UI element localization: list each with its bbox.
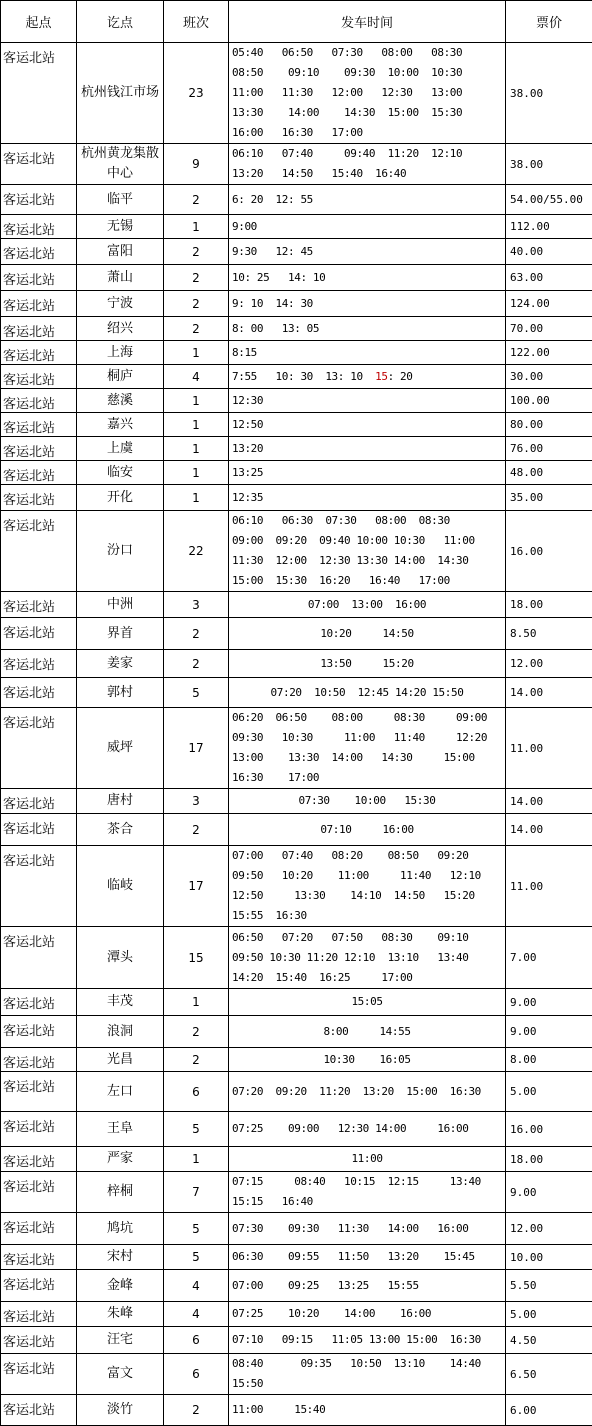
destination-cell: 临岐 — [77, 846, 164, 927]
table-row — [1, 291, 592, 317]
times-cell: 07:30 10:00 15:30 — [229, 789, 506, 814]
table-row — [1, 927, 592, 989]
price-cell: 11.00 — [506, 846, 592, 927]
times-cell: 10:20 14:50 — [229, 618, 506, 650]
times-cell: 06:50 07:20 07:50 08:30 09:10 09:50 10:30 11:20 12:10 13:10 13:40 14:20 15:40 16:25 17:00 — [229, 927, 506, 989]
table-row — [1, 215, 592, 239]
origin-cell: 客运北站 — [1, 1147, 77, 1172]
count-cell: 2 — [164, 1395, 229, 1426]
count-cell: 15 — [164, 927, 229, 989]
price-cell: 100.00 — [506, 389, 592, 413]
origin-cell: 客运北站 — [1, 389, 77, 413]
times-cell: 07:30 09:30 11:30 14:00 16:00 — [229, 1213, 506, 1245]
times-cell: 06:20 06:50 08:00 08:30 09:00 09:30 10:30 11:00 11:40 12:20 13:00 13:30 14:00 14:30 15:00 16:30 17:00 — [229, 708, 506, 789]
col-header-times: 发车时间 — [229, 1, 506, 43]
count-cell: 23 — [164, 43, 229, 144]
price-cell: 54.00/55.00 — [506, 185, 592, 215]
destination-cell: 上海 — [77, 341, 164, 365]
count-cell: 2 — [164, 185, 229, 215]
times-cell: 07:00 13:00 16:00 — [229, 592, 506, 618]
price-cell: 30.00 — [506, 365, 592, 389]
origin-cell: 客运北站 — [1, 239, 77, 265]
table-row — [1, 317, 592, 341]
price-cell: 12.00 — [506, 1213, 592, 1245]
origin-cell: 客运北站 — [1, 1172, 77, 1213]
price-cell: 122.00 — [506, 341, 592, 365]
times-cell: 08:40 09:35 10:50 13:10 14:40 15:50 — [229, 1354, 506, 1395]
destination-cell: 王阜 — [77, 1112, 164, 1147]
times-cell: 13:20 — [229, 437, 506, 461]
price-cell: 40.00 — [506, 239, 592, 265]
col-header-price: 票价 — [506, 1, 592, 43]
times-cell: 07:00 07:40 08:20 08:50 09:20 09:50 10:20 11:00 11:40 12:10 12:50 13:30 14:10 14:50 15:20 15:55 16:30 — [229, 846, 506, 927]
destination-cell: 郭村 — [77, 678, 164, 708]
price-cell: 14.00 — [506, 789, 592, 814]
times-cell: 10:30 16:05 — [229, 1048, 506, 1072]
table-row — [1, 618, 592, 650]
price-cell: 16.00 — [506, 511, 592, 592]
origin-cell: 客运北站 — [1, 927, 77, 989]
origin-cell: 客运北站 — [1, 511, 77, 592]
count-cell: 3 — [164, 789, 229, 814]
destination-cell: 杭州钱江市场 — [77, 43, 164, 144]
price-cell: 8.00 — [506, 1048, 592, 1072]
times-cell: 06:10 06:30 07:30 08:00 08:30 09:00 09:20 09:40 10:00 10:30 11:00 11:30 12:00 12:30 13:30 14:00 14:30 15:00 15:30 16:20 16:40 17:00 — [229, 511, 506, 592]
times-cell: 13:25 — [229, 461, 506, 485]
count-cell: 5 — [164, 1213, 229, 1245]
price-cell: 16.00 — [506, 1112, 592, 1147]
destination-cell: 朱峰 — [77, 1302, 164, 1327]
origin-cell: 客运北站 — [1, 1270, 77, 1302]
times-cell: 12:30 — [229, 389, 506, 413]
count-cell: 22 — [164, 511, 229, 592]
schedule-body — [1, 43, 592, 1426]
origin-cell: 客运北站 — [1, 437, 77, 461]
count-cell: 5 — [164, 1112, 229, 1147]
destination-cell: 慈溪 — [77, 389, 164, 413]
origin-cell: 客运北站 — [1, 1302, 77, 1327]
origin-cell: 客运北站 — [1, 1395, 77, 1426]
price-cell: 14.00 — [506, 814, 592, 846]
price-cell: 4.50 — [506, 1327, 592, 1354]
count-cell: 2 — [164, 239, 229, 265]
count-cell: 2 — [164, 265, 229, 291]
count-cell: 2 — [164, 618, 229, 650]
table-row — [1, 265, 592, 291]
table-row — [1, 846, 592, 927]
destination-cell: 姜家 — [77, 650, 164, 678]
count-cell: 1 — [164, 215, 229, 239]
price-cell: 63.00 — [506, 265, 592, 291]
origin-cell: 客运北站 — [1, 365, 77, 389]
count-cell: 4 — [164, 365, 229, 389]
destination-cell: 桐庐 — [77, 365, 164, 389]
times-cell: 10: 25 14: 10 — [229, 265, 506, 291]
table-row — [1, 511, 592, 592]
origin-cell: 客运北站 — [1, 413, 77, 437]
destination-cell: 宁波 — [77, 291, 164, 317]
table-row — [1, 239, 592, 265]
destination-cell: 茶合 — [77, 814, 164, 846]
table-row — [1, 1172, 592, 1213]
count-cell: 2 — [164, 317, 229, 341]
destination-cell: 淡竹 — [77, 1395, 164, 1426]
times-cell: 9:30 12: 45 — [229, 239, 506, 265]
times-cell: 9:00 — [229, 215, 506, 239]
origin-cell: 客运北站 — [1, 618, 77, 650]
origin-cell: 客运北站 — [1, 989, 77, 1016]
times-cell: 07:25 09:00 12:30 14:00 16:00 — [229, 1112, 506, 1147]
origin-cell: 客运北站 — [1, 43, 77, 144]
table-row — [1, 789, 592, 814]
times-cell: 07:10 09:15 11:05 13:00 15:00 16:30 — [229, 1327, 506, 1354]
origin-cell: 客运北站 — [1, 1327, 77, 1354]
origin-cell: 客运北站 — [1, 461, 77, 485]
table-row — [1, 1112, 592, 1147]
price-cell: 11.00 — [506, 708, 592, 789]
count-cell: 2 — [164, 650, 229, 678]
times-cell: 8:15 — [229, 341, 506, 365]
price-cell: 6.00 — [506, 1395, 592, 1426]
price-cell: 14.00 — [506, 678, 592, 708]
destination-cell: 汾口 — [77, 511, 164, 592]
destination-cell: 临安 — [77, 461, 164, 485]
times-cell: 13:50 15:20 — [229, 650, 506, 678]
count-cell: 1 — [164, 341, 229, 365]
origin-cell: 客运北站 — [1, 1048, 77, 1072]
origin-cell: 客运北站 — [1, 678, 77, 708]
count-cell: 9 — [164, 144, 229, 185]
origin-cell: 客运北站 — [1, 650, 77, 678]
origin-cell: 客运北站 — [1, 1245, 77, 1270]
table-row — [1, 814, 592, 846]
col-header-destination: 讫点 — [77, 1, 164, 43]
price-cell: 6.50 — [506, 1354, 592, 1395]
origin-cell: 客运北站 — [1, 341, 77, 365]
table-row — [1, 1016, 592, 1048]
destination-cell: 光昌 — [77, 1048, 164, 1072]
destination-cell: 金峰 — [77, 1270, 164, 1302]
destination-cell: 威坪 — [77, 708, 164, 789]
times-cell: 9: 10 14: 30 — [229, 291, 506, 317]
count-cell: 1 — [164, 989, 229, 1016]
price-cell: 10.00 — [506, 1245, 592, 1270]
price-cell: 48.00 — [506, 461, 592, 485]
destination-cell: 杭州黄龙集散中心 — [77, 144, 164, 185]
table-row — [1, 1395, 592, 1426]
times-cell: 07:15 08:40 10:15 12:15 13:40 15:15 16:40 — [229, 1172, 506, 1213]
table-row — [1, 1354, 592, 1395]
origin-cell: 客运北站 — [1, 1016, 77, 1048]
count-cell: 1 — [164, 1147, 229, 1172]
count-cell: 1 — [164, 461, 229, 485]
destination-cell: 左口 — [77, 1072, 164, 1112]
count-cell: 3 — [164, 592, 229, 618]
price-cell: 12.00 — [506, 650, 592, 678]
times-cell: 12:50 — [229, 413, 506, 437]
destination-cell: 严家 — [77, 1147, 164, 1172]
count-cell: 6 — [164, 1327, 229, 1354]
origin-cell: 客运北站 — [1, 592, 77, 618]
price-cell: 5.50 — [506, 1270, 592, 1302]
origin-cell: 客运北站 — [1, 291, 77, 317]
price-cell: 9.00 — [506, 1172, 592, 1213]
table-row — [1, 1327, 592, 1354]
table-row — [1, 341, 592, 365]
price-cell: 18.00 — [506, 1147, 592, 1172]
destination-cell: 浪洞 — [77, 1016, 164, 1048]
origin-cell: 客运北站 — [1, 1072, 77, 1112]
count-cell: 1 — [164, 437, 229, 461]
destination-cell: 汪宅 — [77, 1327, 164, 1354]
price-cell: 8.50 — [506, 618, 592, 650]
header-row — [1, 1, 592, 43]
destination-cell: 宋村 — [77, 1245, 164, 1270]
price-cell: 124.00 — [506, 291, 592, 317]
count-cell: 5 — [164, 678, 229, 708]
table-row — [1, 461, 592, 485]
destination-cell: 上虞 — [77, 437, 164, 461]
table-row — [1, 1270, 592, 1302]
price-cell: 38.00 — [506, 144, 592, 185]
count-cell: 2 — [164, 1016, 229, 1048]
destination-cell: 唐村 — [77, 789, 164, 814]
destination-cell: 丰茂 — [77, 989, 164, 1016]
destination-cell: 鸠坑 — [77, 1213, 164, 1245]
times-cell: 12:35 — [229, 485, 506, 511]
table-row — [1, 43, 592, 144]
origin-cell: 客运北站 — [1, 814, 77, 846]
count-cell: 2 — [164, 291, 229, 317]
destination-cell: 萧山 — [77, 265, 164, 291]
origin-cell: 客运北站 — [1, 317, 77, 341]
price-cell: 9.00 — [506, 1016, 592, 1048]
col-header-count: 班次 — [164, 1, 229, 43]
origin-cell: 客运北站 — [1, 1213, 77, 1245]
origin-cell: 客运北站 — [1, 708, 77, 789]
table-row — [1, 1072, 592, 1112]
destination-cell: 开化 — [77, 485, 164, 511]
count-cell: 17 — [164, 708, 229, 789]
price-cell: 80.00 — [506, 413, 592, 437]
origin-cell: 客运北站 — [1, 144, 77, 185]
price-cell: 7.00 — [506, 927, 592, 989]
table-row — [1, 1048, 592, 1072]
count-cell: 7 — [164, 1172, 229, 1213]
count-cell: 1 — [164, 413, 229, 437]
price-cell: 5.00 — [506, 1072, 592, 1112]
table-row — [1, 1245, 592, 1270]
price-cell: 112.00 — [506, 215, 592, 239]
table-row — [1, 1302, 592, 1327]
count-cell: 2 — [164, 1048, 229, 1072]
times-cell: 07:20 09:20 11:20 13:20 15:00 16:30 — [229, 1072, 506, 1112]
table-row — [1, 413, 592, 437]
origin-cell: 客运北站 — [1, 846, 77, 927]
count-cell: 1 — [164, 485, 229, 511]
price-cell: 9.00 — [506, 989, 592, 1016]
count-cell: 4 — [164, 1302, 229, 1327]
table-row — [1, 389, 592, 413]
highlighted-hour: 15 — [375, 370, 387, 383]
origin-cell: 客运北站 — [1, 185, 77, 215]
table-row — [1, 678, 592, 708]
destination-cell: 中洲 — [77, 592, 164, 618]
destination-cell: 临平 — [77, 185, 164, 215]
times-cell: 06:10 07:40 09:40 11:20 12:10 13:20 14:50 15:40 16:40 — [229, 144, 506, 185]
times-cell: 8: 00 13: 05 — [229, 317, 506, 341]
table-row — [1, 144, 592, 185]
destination-cell: 富阳 — [77, 239, 164, 265]
table-row — [1, 989, 592, 1016]
times-cell: 15:05 — [229, 989, 506, 1016]
times-cell: 07:25 10:20 14:00 16:00 — [229, 1302, 506, 1327]
count-cell: 1 — [164, 389, 229, 413]
table-row — [1, 708, 592, 789]
col-header-origin: 起点 — [1, 1, 77, 43]
table-row — [1, 365, 592, 389]
destination-cell: 界首 — [77, 618, 164, 650]
price-cell: 35.00 — [506, 485, 592, 511]
destination-cell: 梓桐 — [77, 1172, 164, 1213]
table-row — [1, 185, 592, 215]
origin-cell: 客运北站 — [1, 265, 77, 291]
times-cell: 11:00 15:40 — [229, 1395, 506, 1426]
table-row — [1, 437, 592, 461]
origin-cell: 客运北站 — [1, 1354, 77, 1395]
times-cell: 11:00 — [229, 1147, 506, 1172]
count-cell: 2 — [164, 814, 229, 846]
times-cell: 05:40 06:50 07:30 08:00 08:30 08:50 09:10 09:30 10:00 10:30 11:00 11:30 12:00 12:30 13:00 13:30 14:00 14:30 15:00 15:30 16:00 16:30 17:00 — [229, 43, 506, 144]
times-cell: 06:30 09:55 11:50 13:20 15:45 — [229, 1245, 506, 1270]
destination-cell: 富文 — [77, 1354, 164, 1395]
count-cell: 17 — [164, 846, 229, 927]
price-cell: 70.00 — [506, 317, 592, 341]
times-cell: 6: 20 12: 55 — [229, 185, 506, 215]
origin-cell: 客运北站 — [1, 1112, 77, 1147]
count-cell: 5 — [164, 1245, 229, 1270]
table-row — [1, 485, 592, 511]
count-cell: 6 — [164, 1354, 229, 1395]
destination-cell: 绍兴 — [77, 317, 164, 341]
table-row — [1, 1147, 592, 1172]
count-cell: 4 — [164, 1270, 229, 1302]
price-cell: 76.00 — [506, 437, 592, 461]
price-cell: 38.00 — [506, 43, 592, 144]
times-cell: 07:00 09:25 13:25 15:55 — [229, 1270, 506, 1302]
times-cell: 7:55 10: 30 13: 10 15: 20 — [229, 365, 506, 389]
price-cell: 18.00 — [506, 592, 592, 618]
origin-cell: 客运北站 — [1, 789, 77, 814]
destination-cell: 潭头 — [77, 927, 164, 989]
destination-cell: 无锡 — [77, 215, 164, 239]
table-row — [1, 650, 592, 678]
table-row — [1, 1213, 592, 1245]
times-cell: 07:20 10:50 12:45 14:20 15:50 — [229, 678, 506, 708]
destination-cell: 嘉兴 — [77, 413, 164, 437]
times-cell: 07:10 16:00 — [229, 814, 506, 846]
times-cell: 8:00 14:55 — [229, 1016, 506, 1048]
count-cell: 6 — [164, 1072, 229, 1112]
origin-cell: 客运北站 — [1, 215, 77, 239]
origin-cell: 客运北站 — [1, 485, 77, 511]
price-cell: 5.00 — [506, 1302, 592, 1327]
table-row — [1, 592, 592, 618]
